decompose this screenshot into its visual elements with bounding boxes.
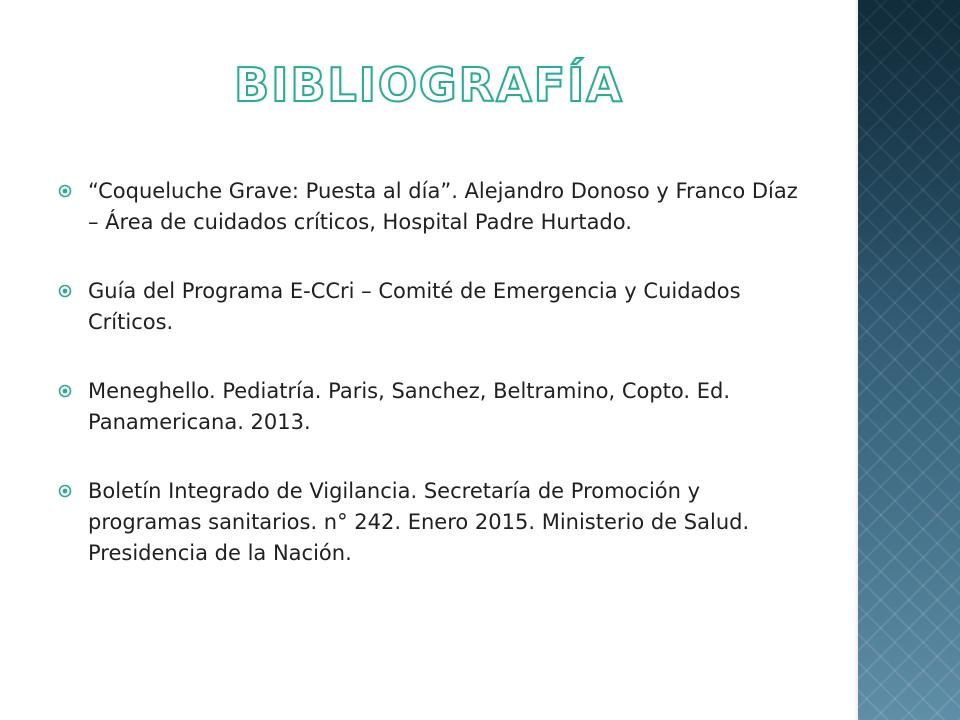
circled-dot-icon bbox=[58, 384, 72, 398]
reference-text: “Coqueluche Grave: Puesta al día”. Alejandro Donoso y Franco Díaz – Área de cuidados críticos, Hospital Padre Hurtado. bbox=[88, 179, 798, 234]
decorative-side-panel bbox=[858, 0, 960, 720]
slide-title: BIBLIOGRAFÍA bbox=[234, 58, 624, 112]
list-item bbox=[58, 476, 798, 569]
circled-dot-icon bbox=[58, 284, 72, 298]
list-item bbox=[58, 276, 798, 338]
circled-dot-icon bbox=[58, 184, 72, 198]
list-item bbox=[58, 176, 798, 238]
reference-list bbox=[58, 176, 798, 607]
reference-text: Guía del Programa E-CCri – Comité de Emergencia y Cuidados Críticos. bbox=[88, 279, 741, 334]
list-item bbox=[58, 376, 798, 438]
reference-text: Boletín Integrado de Vigilancia. Secretaría de Promoción y programas sanitarios. n° 242. Enero 2015. Ministerio de Salud. Presidencia de la Nación. bbox=[88, 479, 750, 565]
reference-text: Meneghello. Pediatría. Paris, Sanchez, Beltramino, Copto. Ed. Panamericana. 2013. bbox=[88, 379, 730, 434]
circled-dot-icon bbox=[58, 484, 72, 498]
